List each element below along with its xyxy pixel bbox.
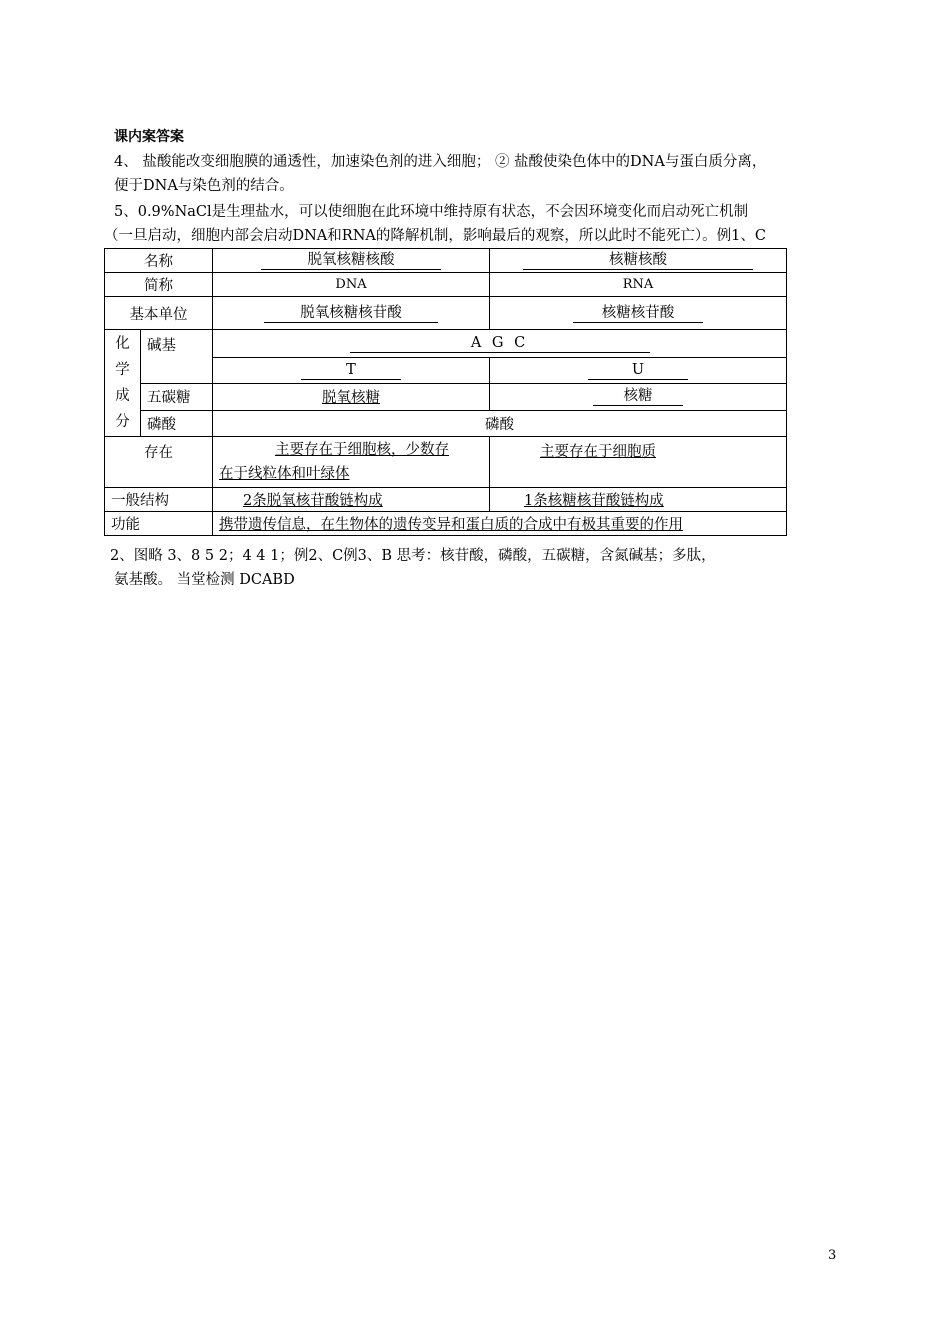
common-phosphate: 磷酸 — [213, 410, 787, 437]
row-label: 基本单位 — [105, 297, 213, 330]
table-row-abbr — [105, 273, 787, 297]
paragraph-5-line-1: 5、0.9%NaCl是生理盐水，可以使细胞在此环境中维持原有状态，不会因环境变化而启动死亡机制 — [114, 204, 749, 220]
dna-location-line-1: 主要存在于细胞核，少数存 — [275, 442, 449, 458]
table-row-structure — [105, 488, 787, 512]
dna-base: T — [301, 361, 401, 380]
paragraph-5-line-2: （一旦启动，细胞内部会启动DNA和RNA的降解机制，影响最后的观察，所以此时不能死亡）。例1、C — [104, 228, 766, 244]
section-heading: 课内案答案 — [114, 129, 184, 145]
rna-name: 核糖核酸 — [523, 251, 753, 270]
dna-structure: 条脱氧核苷酸链构成 — [252, 493, 383, 509]
answers-line-1: 2、图略 3、8 5 2；4 4 1；例2、C例3、B 思考：核苷酸，磷酸，五碳糖，含氮碱基；多肽， — [110, 548, 716, 564]
dna-strand-count: 2 — [243, 493, 253, 509]
function-text: 携带遗传信息，在生物体的遗传变异和蛋白质的合成中有极其重要的作用 — [219, 517, 683, 533]
table-row-unit — [105, 297, 787, 330]
dna-location-line-2: 在于线粒体和叶绿体 — [219, 466, 350, 482]
paragraph-4-line-1: 4、 盐酸能改变细胞膜的通透性，加速染色剂的进入细胞； ② 盐酸使染色体中的DNA与蛋白质分离， — [114, 154, 767, 170]
rna-abbr: RNA — [490, 273, 787, 297]
table-row-name — [105, 249, 787, 273]
table-row-phosphate — [105, 410, 787, 437]
common-bases: A G C — [350, 334, 650, 353]
row-label: 功能 — [105, 512, 213, 536]
dna-abbr: DNA — [213, 273, 490, 297]
rna-strand-count: 1 — [524, 493, 534, 509]
rna-sugar: 核糖 — [593, 387, 683, 406]
page-number: 3 — [828, 1248, 837, 1263]
table-row-location — [105, 437, 787, 488]
dna-unit: 脱氧核糖核苷酸 — [264, 304, 438, 323]
table-row-sugar — [105, 384, 787, 410]
rna-location: 主要存在于细胞质 — [540, 444, 656, 460]
table-row-function — [105, 512, 787, 536]
dna-name: 脱氧核糖核酸 — [261, 251, 441, 270]
dna-sugar: 脱氧核糖 — [322, 390, 380, 407]
row-label: 简称 — [105, 273, 213, 297]
row-label: 一般结构 — [105, 488, 213, 512]
paragraph-4-line-2: 便于DNA与染色剂的结合。 — [114, 178, 294, 194]
table-row-base-common — [105, 330, 787, 358]
chem-composition-label: 化 学 成 分 — [105, 330, 141, 437]
row-label: 存在 — [105, 437, 213, 488]
row-label: 碱基 — [141, 330, 213, 384]
rna-structure: 条核糖核苷酸链构成 — [533, 493, 664, 509]
rna-base: U — [588, 361, 688, 380]
answers-line-2: 氨基酸。 当堂检测 DCABD — [114, 572, 295, 588]
row-label: 五碳糖 — [141, 384, 213, 410]
dna-rna-comparison-table — [104, 248, 787, 536]
row-label: 名称 — [105, 249, 213, 273]
row-label: 磷酸 — [141, 410, 213, 437]
rna-unit: 核糖核苷酸 — [573, 304, 703, 323]
